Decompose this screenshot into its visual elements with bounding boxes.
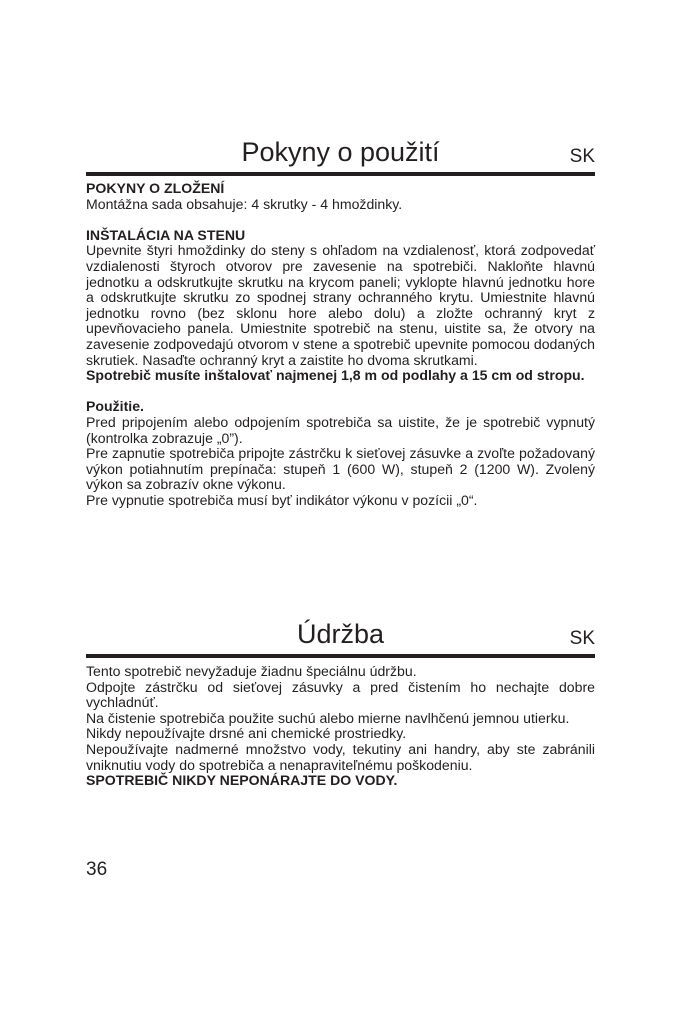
language-tag: SK <box>569 146 595 167</box>
use-paragraph-1: Pred pripojením alebo odpojením spotrebiča sa uistite, že je spotrebič vypnutý (kontrolka zobrazuje „0”). <box>86 413 595 446</box>
install-heading: INŠTALÁCIA NA STENU <box>86 226 246 243</box>
use-paragraph-3: Pre vypnutie spotrebiča musí byť indikátor výkonu v pozícii „0“. <box>86 491 478 508</box>
language-tag: SK <box>569 628 595 649</box>
section-header-instructions <box>86 134 595 170</box>
assembly-heading: POKYNY O ZLOŽENÍ <box>86 180 225 196</box>
install-warning: Spotrebič musíte inštalovať najmenej 1,8 m od podlahy a 15 cm od stropu. <box>86 367 585 384</box>
install-text: Upevnite štyri hmoždinky do steny s ohľadom na vzdialenosť, ktorá zodpovedať vzdialenosti štyroch otvorov pre zavesenie na spotrebiči. Nakloňte hlavnú jednotku a odskrutkujte skrutku na krycom paneli; vyklopte hlavnú jednotku hore a odskrutkujte skrutku zo spodnej strany ochranného krytu. Umiestnite hlavnú jednotku rovno (bez sklonu hore alebo dolu) a zložte ochranný kryt z upevňovacieho panela. Umiestnite spotrebič na stenu, uistite sa, že otvory na zavesenie zodpovedajú otvorom v stene a spotrebič upevnite pomocou dodaných skrutiek. Nasaďte ochranný kryt a zaistite ho dvoma skrutkami. <box>86 242 595 368</box>
maintenance-paragraph-4: Nikdy nepoužívajte drsné ani chemické prostriedky. <box>86 725 407 742</box>
maintenance-paragraph-1: Tento spotrebič nevyžaduje žiadnu špeciálnu údržbu. <box>86 663 417 679</box>
section-title: Údržba <box>296 619 385 649</box>
maintenance-paragraph-3: Na čistenie spotrebiča použite suchú alebo mierne navlhčenú jemnou utierku. <box>86 709 570 726</box>
use-paragraph-2: Pre zapnutie spotrebiča pripojte zástrčku k sieťovej zásuvke a zvoľte požadovaný výkon potiahnutím prepínača: stupeň 1 (600 W), stupeň 2 (1200 W). Zvolený výkon sa zobrazív okne výkonu. <box>86 445 595 493</box>
maintenance-paragraph-5: Nepoužívajte nadmerné množstvo vody, tekutiny ani handry, aby ste zabránili vniknutiu vody do spotrebiča a nenapraviteľnému poškodeniu. <box>86 740 595 773</box>
section-divider <box>86 172 595 176</box>
maintenance-paragraph-2: Odpojte zástrčku od sieťovej zásuvky a pred čistením ho nechajte dobre vychladnúť. <box>86 678 595 711</box>
instructions-body <box>86 181 595 508</box>
page-number: 36 <box>86 859 108 880</box>
assembly-text: Montážna sada obsahuje: 4 skrutky - 4 hmoždinky. <box>86 195 403 212</box>
section-divider <box>86 654 595 658</box>
use-heading: Použitie. <box>86 398 144 415</box>
maintenance-warning: SPOTREBIČ NIKDY NEPONÁRAJTE DO VODY. <box>86 772 398 789</box>
section-header-maintenance <box>86 616 595 652</box>
maintenance-body <box>86 664 595 789</box>
section-title: Pokyny o použití <box>241 137 440 167</box>
